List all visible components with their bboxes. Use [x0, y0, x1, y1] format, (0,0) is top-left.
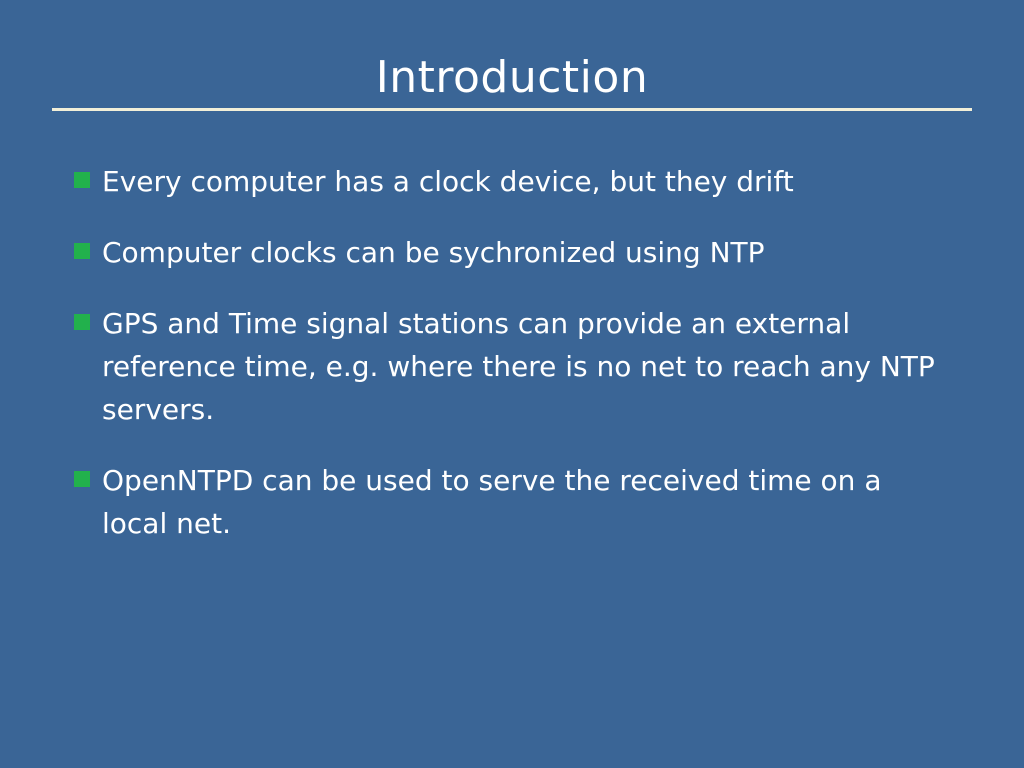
square-bullet-icon: [74, 172, 90, 188]
list-item: [74, 302, 974, 431]
square-bullet-icon: [74, 471, 90, 487]
list-item-text: GPS and Time signal stations can provide an external reference time, e.g. where there is no net to reach any NTP servers.: [102, 307, 935, 426]
list-item: [74, 231, 974, 274]
list-item: [74, 160, 974, 203]
list-item-text: OpenNTPD can be used to serve the received time on a local net.: [102, 464, 882, 540]
page-title: Introduction: [375, 52, 649, 103]
square-bullet-icon: [74, 314, 90, 330]
list-item: [74, 459, 974, 545]
list-item-text: Every computer has a clock device, but they drift: [102, 165, 794, 198]
square-bullet-icon: [74, 243, 90, 259]
bullet-list: [74, 160, 974, 573]
title-divider: [52, 108, 972, 111]
list-item-text: Computer clocks can be sychronized using NTP: [102, 236, 765, 269]
